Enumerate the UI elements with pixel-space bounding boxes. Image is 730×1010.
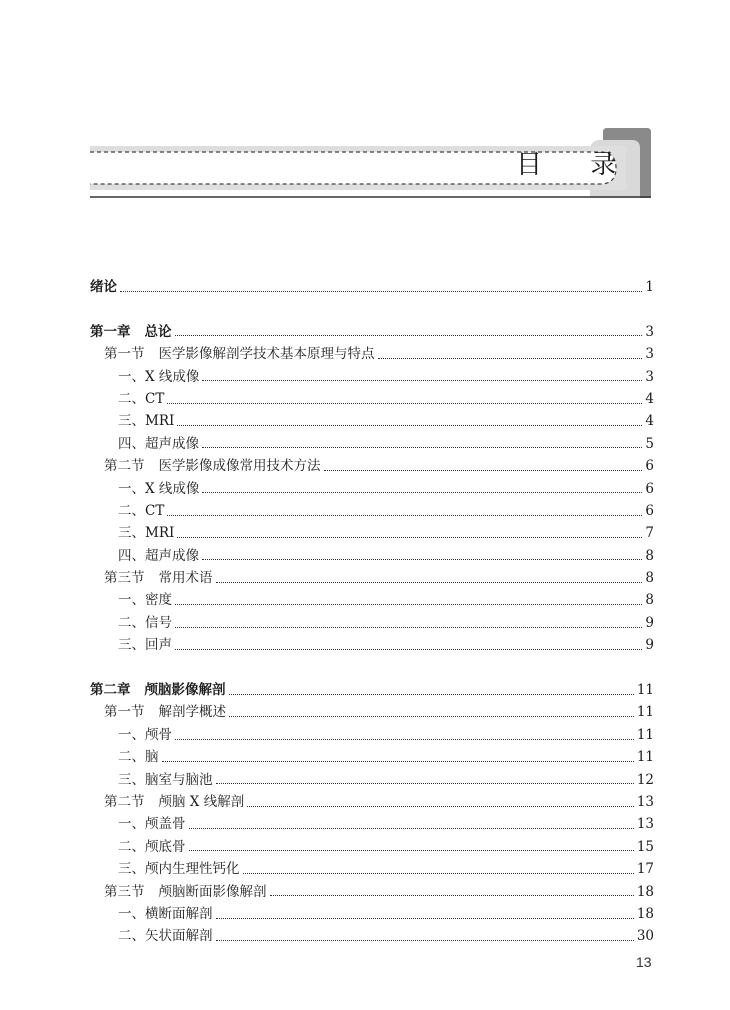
- dot-leader: [177, 537, 642, 538]
- toc-item[interactable]: [90, 366, 654, 388]
- toc-item[interactable]: [90, 769, 654, 791]
- toc-item-number: 三、颅内生理性钙化: [118, 861, 240, 878]
- toc-intro-number: 绪论: [90, 279, 117, 295]
- toc-chapter-title: 颅脑影像解剖: [144, 682, 226, 699]
- toc-item-page: 4: [645, 413, 654, 430]
- toc-item-page: 18: [636, 905, 654, 922]
- toc-item-number: 三、MRI: [118, 525, 175, 542]
- toc-section[interactable]: [90, 881, 654, 903]
- toc-section[interactable]: [90, 791, 654, 813]
- toc-item[interactable]: [90, 925, 654, 947]
- toc-section-page: 6: [645, 458, 654, 475]
- dot-leader: [229, 694, 634, 695]
- toc-item-label: [118, 612, 172, 634]
- spacer: [90, 298, 654, 320]
- toc-item-label: [118, 836, 186, 858]
- toc-chapter[interactable]: [90, 321, 654, 343]
- dot-leader: [229, 716, 634, 717]
- toc-item-label: [118, 478, 199, 500]
- dot-leader: [378, 358, 643, 359]
- dot-leader: [175, 627, 642, 628]
- toc-item-page: 3: [645, 368, 654, 385]
- toc-item-number: 一、X 线成像: [118, 480, 200, 497]
- toc-section-page: 18: [636, 883, 654, 900]
- toc-item-number: 四、超声成像: [118, 547, 199, 564]
- dot-leader: [120, 291, 642, 292]
- toc-item-page: 30: [636, 928, 654, 945]
- toc-section-number: 第三节: [104, 883, 145, 900]
- toc-item-page: 6: [645, 480, 654, 497]
- spacer: [90, 657, 654, 679]
- toc-chapter-title: 总论: [144, 323, 172, 340]
- toc-section-label: [104, 701, 226, 723]
- toc-item[interactable]: [90, 836, 654, 858]
- toc-item-label: [118, 813, 186, 835]
- toc-item-page: 7: [645, 525, 654, 542]
- dot-leader: [175, 649, 642, 650]
- toc-item-number: 一、颅骨: [118, 726, 172, 743]
- toc-section-page: 8: [645, 570, 654, 587]
- toc-item[interactable]: [90, 634, 654, 656]
- page-number: 13: [636, 954, 652, 970]
- page-title: 目 录: [516, 150, 637, 180]
- dot-leader: [247, 806, 634, 807]
- toc-chapter-label: [90, 321, 172, 343]
- dot-leader: [189, 828, 634, 829]
- toc-item[interactable]: [90, 813, 654, 835]
- dot-leader: [167, 403, 642, 404]
- toc-item-page: 4: [645, 390, 654, 407]
- dot-leader: [175, 335, 643, 336]
- toc-item-page: 8: [645, 592, 654, 609]
- toc-item[interactable]: [90, 500, 654, 522]
- toc-item-page: 8: [645, 547, 654, 564]
- toc-item-label: [118, 589, 172, 611]
- toc-section-title: 医学影像成像常用技术方法: [158, 458, 321, 475]
- toc-item-number: 二、脑: [118, 749, 159, 766]
- toc-item[interactable]: [90, 903, 654, 925]
- toc-item[interactable]: [90, 858, 654, 880]
- toc-item-label: [118, 545, 199, 567]
- toc-item-number: 二、CT: [118, 502, 165, 519]
- dot-leader: [177, 425, 642, 426]
- toc-chapter[interactable]: [90, 679, 654, 701]
- toc-section-label: [104, 567, 213, 589]
- title-banner: [0, 0, 730, 210]
- toc-item[interactable]: [90, 433, 654, 455]
- toc-item[interactable]: [90, 410, 654, 432]
- toc-chapter-number: 第一章: [90, 323, 131, 340]
- toc-item-label: [118, 522, 174, 544]
- toc-section-number: 第三节: [104, 570, 145, 587]
- toc-section[interactable]: [90, 455, 654, 477]
- toc-intro-page: 1: [645, 279, 654, 295]
- toc-item-number: 二、颅底骨: [118, 838, 186, 855]
- toc-item-page: 11: [636, 749, 654, 766]
- toc-item-label: [118, 746, 159, 768]
- dot-leader: [175, 739, 634, 740]
- toc-section-number: 第二节: [104, 793, 145, 810]
- toc-section-label: [104, 881, 267, 903]
- dot-leader: [324, 470, 643, 471]
- toc-section-title: 解剖学概述: [158, 704, 226, 721]
- toc-item-number: 三、回声: [118, 637, 172, 654]
- toc-item-number: 一、X 线成像: [118, 368, 200, 385]
- toc-section-page: 3: [645, 346, 654, 363]
- toc-item-label: [118, 410, 174, 432]
- toc-section-number: 第一节: [104, 346, 145, 363]
- toc-chapter-page: 11: [636, 682, 654, 699]
- toc-item-page: 9: [645, 637, 654, 654]
- toc-item[interactable]: [90, 724, 654, 746]
- toc-item-page: 17: [636, 861, 654, 878]
- toc-item-page: 11: [636, 726, 654, 743]
- toc-item-label: [118, 903, 213, 925]
- toc-item-number: 三、MRI: [118, 413, 175, 430]
- toc-section-page: 13: [636, 793, 654, 810]
- dot-leader: [202, 492, 642, 493]
- toc-item-number: 一、横断面解剖: [118, 905, 213, 922]
- toc-item[interactable]: [90, 746, 654, 768]
- toc-section-label: [104, 343, 375, 365]
- toc-item-page: 12: [636, 771, 654, 788]
- toc-item-label: [118, 769, 213, 791]
- toc-item-label: [118, 724, 172, 746]
- toc-item-number: 二、CT: [118, 390, 165, 407]
- toc-item-label: [118, 925, 213, 947]
- toc-section[interactable]: [90, 567, 654, 589]
- table-of-contents: [90, 276, 654, 948]
- toc-item-label: [118, 858, 240, 880]
- toc-chapter-number: 第二章: [90, 682, 131, 699]
- toc-item-label: [118, 433, 199, 455]
- dot-leader: [167, 515, 642, 516]
- toc-item-page: 5: [645, 435, 654, 452]
- toc-item-number: 三、脑室与脑池: [118, 771, 213, 788]
- dot-leader: [216, 582, 643, 583]
- dot-leader: [202, 559, 642, 560]
- dot-leader: [216, 940, 634, 941]
- toc-item-label: [118, 366, 199, 388]
- toc-section-page: 11: [636, 704, 654, 721]
- toc-section-title: 颅脑断面影像解剖: [158, 883, 267, 900]
- toc-item[interactable]: [90, 589, 654, 611]
- toc-item[interactable]: [90, 522, 654, 544]
- toc-item-page: 6: [645, 502, 654, 519]
- dot-leader: [202, 380, 642, 381]
- dot-leader: [202, 447, 642, 448]
- toc-item[interactable]: [90, 612, 654, 634]
- toc-intro[interactable]: [90, 276, 654, 298]
- dot-leader: [162, 761, 634, 762]
- toc-item-label: [118, 634, 172, 656]
- toc-item-number: 四、超声成像: [118, 435, 199, 452]
- toc-item-number: 二、信号: [118, 614, 172, 631]
- toc-item[interactable]: [90, 545, 654, 567]
- toc-section-title: 常用术语: [158, 570, 213, 587]
- dot-leader: [189, 850, 634, 851]
- dot-leader: [270, 895, 634, 896]
- toc-intro-label: [90, 276, 117, 298]
- toc-item-number: 二、矢状面解剖: [118, 928, 213, 945]
- toc-section-number: 第二节: [104, 458, 145, 475]
- toc-item-label: [118, 500, 164, 522]
- dot-leader: [216, 918, 634, 919]
- toc-item-number: 一、密度: [118, 592, 172, 609]
- toc-item-page: 9: [645, 614, 654, 631]
- toc-item-page: 13: [636, 816, 654, 833]
- toc-section-title: 医学影像解剖学技术基本原理与特点: [158, 346, 375, 363]
- toc-item-label: [118, 388, 164, 410]
- toc-section-label: [104, 791, 244, 813]
- dot-leader: [175, 604, 642, 605]
- dot-leader: [243, 873, 634, 874]
- toc-item-page: 15: [636, 838, 654, 855]
- toc-item-number: 一、颅盖骨: [118, 816, 186, 833]
- toc-section[interactable]: [90, 701, 654, 723]
- dot-leader: [216, 783, 634, 784]
- toc-item[interactable]: [90, 478, 654, 500]
- banner-dashed-box: [90, 152, 616, 184]
- toc-section-title: 颅脑 X 线解剖: [158, 793, 245, 810]
- toc-section[interactable]: [90, 343, 654, 365]
- toc-chapter-page: 3: [645, 323, 654, 340]
- toc-section-number: 第一节: [104, 704, 145, 721]
- toc-section-label: [104, 455, 321, 477]
- toc-item[interactable]: [90, 388, 654, 410]
- toc-chapter-label: [90, 679, 226, 701]
